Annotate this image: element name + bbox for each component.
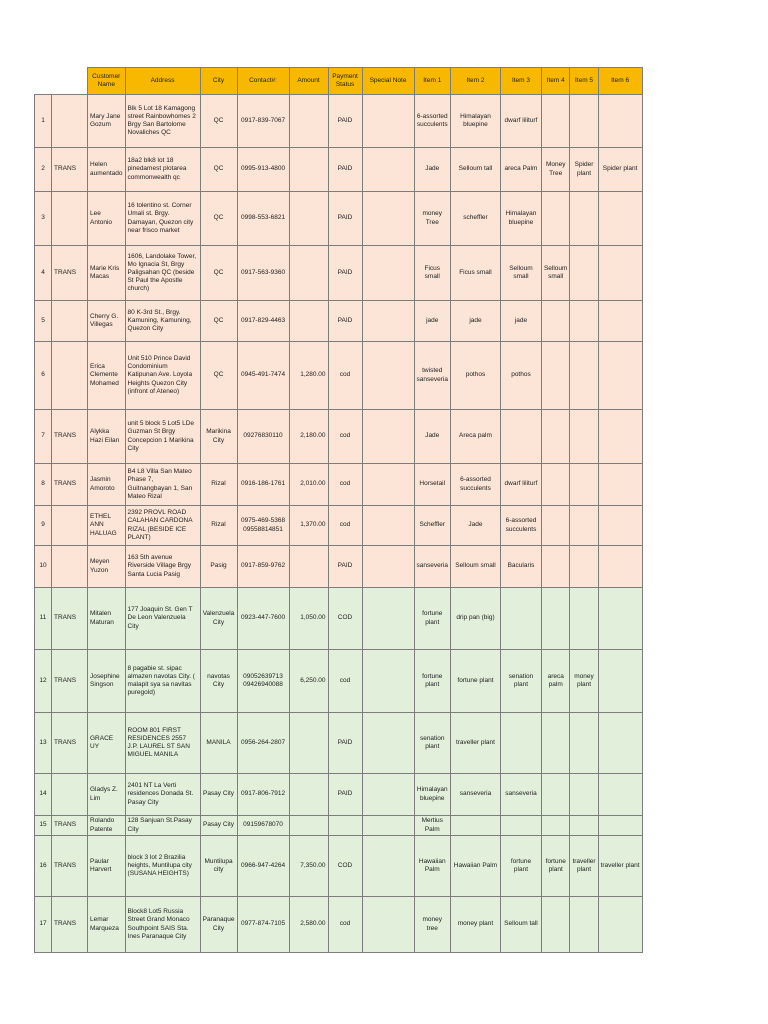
city-cell[interactable]: Muntilupa city — [200, 836, 237, 897]
special-note-cell[interactable] — [362, 464, 414, 506]
contact-cell[interactable]: 0975-469-5368 09558814851 — [237, 506, 289, 546]
orders-sheet — [34, 67, 643, 953]
contact-cell[interactable]: 0917-839-7067 — [237, 95, 289, 148]
address-cell[interactable]: unit 5 block 5 Lot5 LDe Guzman St Brgy Concepcion 1 Marikina City — [125, 410, 200, 464]
payment-status-cell[interactable]: PAID — [328, 546, 362, 588]
item-4-cell[interactable] — [541, 506, 569, 546]
item-5-cell[interactable] — [570, 897, 598, 953]
item-1-cell[interactable]: money Tree — [414, 192, 450, 246]
special-note-cell[interactable] — [362, 246, 414, 301]
item-3-cell[interactable]: fortune plant — [500, 836, 541, 897]
payment-status-cell[interactable]: PAID — [328, 301, 362, 342]
item-2-cell[interactable]: Jade — [450, 506, 500, 546]
item-3-cell[interactable] — [500, 588, 541, 650]
contact-cell[interactable]: 0956-264-2807 — [237, 713, 289, 774]
item-5-cell[interactable] — [570, 192, 598, 246]
city-cell[interactable]: Pasay City — [200, 774, 237, 816]
header-payment-status[interactable]: Payment Status — [328, 68, 362, 95]
transfer-tag[interactable]: TRANS — [52, 816, 88, 836]
row-number[interactable]: 1 — [35, 95, 52, 148]
table-row — [35, 148, 643, 192]
contact-cell[interactable]: 0917-859-9762 — [237, 546, 289, 588]
item-6-cell[interactable] — [598, 95, 642, 148]
payment-status-cell[interactable]: cod — [328, 410, 362, 464]
item-4-cell[interactable] — [541, 713, 569, 774]
table-row — [35, 836, 643, 897]
contact-cell[interactable]: 0917-806-7912 — [237, 774, 289, 816]
amount-cell[interactable] — [289, 192, 328, 246]
city-cell[interactable]: QC — [200, 342, 237, 410]
table-row — [35, 546, 643, 588]
amount-cell[interactable] — [289, 713, 328, 774]
special-note-cell[interactable] — [362, 713, 414, 774]
contact-cell[interactable]: 0916-186-1761 — [237, 464, 289, 506]
address-cell[interactable]: ROOM 801 FIRST RESIDENCES 2557 J.P. LAUREL ST SAN MIGUEL MANILA — [125, 713, 200, 774]
transfer-tag[interactable]: TRANS — [52, 836, 88, 897]
amount-cell[interactable] — [289, 546, 328, 588]
address-cell[interactable]: B4 L8 Villa San Mateo Phase 7, Guitnangbayan 1, San Mateo Rizal — [125, 464, 200, 506]
customer-name-cell[interactable]: Mitalen Maturan — [88, 588, 126, 650]
item-3-cell[interactable] — [500, 816, 541, 836]
item-3-cell[interactable]: dwarf liliturf — [500, 464, 541, 506]
city-cell[interactable]: Rizal — [200, 464, 237, 506]
address-cell[interactable]: block 3 lot 2 Brazilia heights, Muntilupa city (SUSANA HEIGHTS) — [125, 836, 200, 897]
item-6-cell[interactable] — [598, 713, 642, 774]
table-row — [35, 410, 643, 464]
contact-cell[interactable]: 0995-913-4800 — [237, 148, 289, 192]
payment-status-cell[interactable]: PAID — [328, 95, 362, 148]
item-1-cell[interactable]: Scheffler — [414, 506, 450, 546]
customer-name-cell[interactable]: ETHEL ANN HALUAG — [88, 506, 126, 546]
item-5-cell[interactable] — [570, 464, 598, 506]
item-5-cell[interactable] — [570, 816, 598, 836]
item-6-cell[interactable]: Spider plant — [598, 148, 642, 192]
header-contact[interactable]: Contact#: — [237, 68, 289, 95]
item-6-cell[interactable] — [598, 774, 642, 816]
item-4-cell[interactable] — [541, 192, 569, 246]
contact-cell[interactable]: 09276830110 — [237, 410, 289, 464]
header-item-6[interactable]: Item 6 — [598, 68, 642, 95]
payment-status-cell[interactable]: PAID — [328, 192, 362, 246]
transfer-tag[interactable]: TRANS — [52, 246, 88, 301]
transfer-tag[interactable] — [52, 546, 88, 588]
item-4-cell[interactable] — [541, 588, 569, 650]
header-city[interactable]: City — [200, 68, 237, 95]
item-1-cell[interactable]: jade — [414, 301, 450, 342]
city-cell[interactable]: navotas City — [200, 650, 237, 713]
special-note-cell[interactable] — [362, 546, 414, 588]
row-number[interactable]: 17 — [35, 897, 52, 953]
item-2-cell[interactable]: sanseveria — [450, 774, 500, 816]
transfer-tag[interactable] — [52, 506, 88, 546]
item-2-cell[interactable]: Himalayan bluepine — [450, 95, 500, 148]
payment-status-cell[interactable]: cod — [328, 650, 362, 713]
amount-cell[interactable] — [289, 816, 328, 836]
table-row — [35, 301, 643, 342]
customer-name-cell[interactable]: Rolando Patente — [88, 816, 126, 836]
city-cell[interactable]: Pasay City — [200, 816, 237, 836]
transfer-tag[interactable]: TRANS — [52, 897, 88, 953]
item-5-cell[interactable]: traveller plant — [570, 836, 598, 897]
transfer-tag[interactable] — [52, 342, 88, 410]
item-3-cell[interactable] — [500, 713, 541, 774]
amount-cell[interactable] — [289, 95, 328, 148]
special-note-cell[interactable] — [362, 410, 414, 464]
customer-name-cell[interactable]: Paular Harvert — [88, 836, 126, 897]
item-4-cell[interactable] — [541, 410, 569, 464]
header-item-2[interactable]: Item 2 — [450, 68, 500, 95]
payment-status-cell[interactable]: COD — [328, 588, 362, 650]
amount-cell[interactable] — [289, 774, 328, 816]
header-customer-name[interactable]: Customer Name — [88, 68, 126, 95]
item-1-cell[interactable]: fortune plant — [414, 588, 450, 650]
address-cell[interactable]: Unit 510 Prince David Condominium Katipunan Ave. Loyola Heights Quezon City (infront of Ateneo) — [125, 342, 200, 410]
address-cell[interactable]: 80 K-3rd St., Brgy. Kamuning, Kamuning, Quezon City — [125, 301, 200, 342]
item-6-cell[interactable] — [598, 816, 642, 836]
header-address[interactable]: Address — [125, 68, 200, 95]
item-3-cell[interactable]: areca Palm — [500, 148, 541, 192]
transfer-tag[interactable] — [52, 95, 88, 148]
address-cell[interactable]: 2401 NT La Verti residences Donada St. Pasay City — [125, 774, 200, 816]
item-2-cell[interactable]: Selloum small — [450, 546, 500, 588]
special-note-cell[interactable] — [362, 192, 414, 246]
special-note-cell[interactable] — [362, 148, 414, 192]
city-cell[interactable]: Marikina City — [200, 410, 237, 464]
table-row — [35, 464, 643, 506]
customer-name-cell[interactable]: Meyen Yuzon — [88, 546, 126, 588]
special-note-cell[interactable] — [362, 774, 414, 816]
table-row — [35, 246, 643, 301]
item-2-cell[interactable]: traveller plant — [450, 713, 500, 774]
table-row — [35, 816, 643, 836]
row-number[interactable]: 12 — [35, 650, 52, 713]
row-number[interactable]: 2 — [35, 148, 52, 192]
amount-cell[interactable]: 1,370.00 — [289, 506, 328, 546]
item-4-cell[interactable] — [541, 897, 569, 953]
item-1-cell[interactable]: 6-assorted succulents — [414, 95, 450, 148]
address-cell[interactable]: Blk 5 Lot 18 Kamagong street Rainbowhomes 2 Brgy San Bartolome Novaliches QC — [125, 95, 200, 148]
corner-blank — [35, 68, 52, 95]
transfer-tag[interactable] — [52, 192, 88, 246]
item-5-cell[interactable]: Spider plant — [570, 148, 598, 192]
row-number[interactable]: 3 — [35, 192, 52, 246]
item-5-cell[interactable] — [570, 95, 598, 148]
item-1-cell[interactable]: senation plant — [414, 713, 450, 774]
item-1-cell[interactable]: Jade — [414, 148, 450, 192]
header-item-5[interactable]: Item 5 — [570, 68, 598, 95]
transfer-tag[interactable] — [52, 301, 88, 342]
item-2-cell[interactable]: 6-assorted succulents — [450, 464, 500, 506]
item-1-cell[interactable]: Horsetail — [414, 464, 450, 506]
row-number[interactable]: 6 — [35, 342, 52, 410]
header-row — [35, 68, 643, 95]
special-note-cell[interactable] — [362, 95, 414, 148]
special-note-cell[interactable] — [362, 506, 414, 546]
header-item-3[interactable]: Item 3 — [500, 68, 541, 95]
amount-cell[interactable]: 1,280.00 — [289, 342, 328, 410]
item-2-cell[interactable]: pothos — [450, 342, 500, 410]
table-row — [35, 588, 643, 650]
address-cell[interactable]: 163 5th avenue Riverside Village Brgy Santa Lucia Pasig — [125, 546, 200, 588]
customer-name-cell[interactable]: Jasmin Amoroto — [88, 464, 126, 506]
corner-blank — [52, 68, 88, 95]
special-note-cell[interactable] — [362, 897, 414, 953]
amount-cell[interactable]: 1,050.00 — [289, 588, 328, 650]
row-number[interactable]: 14 — [35, 774, 52, 816]
payment-status-cell[interactable]: cod — [328, 464, 362, 506]
city-cell[interactable]: MANILA — [200, 713, 237, 774]
amount-cell[interactable]: 7,350.00 — [289, 836, 328, 897]
address-cell[interactable]: 177 Joaquin St. Gen T De Leon Valenzuela City — [125, 588, 200, 650]
item-3-cell[interactable]: 6-assorted succulents — [500, 506, 541, 546]
item-4-cell[interactable] — [541, 342, 569, 410]
item-3-cell[interactable] — [500, 410, 541, 464]
item-5-cell[interactable] — [570, 342, 598, 410]
item-1-cell[interactable]: Himalayan bluepine — [414, 774, 450, 816]
address-cell[interactable]: 1606, Landolake Tower, Mo Ignacia St, Brgy Paligsahan QC (beside St Paul the Apostle church) — [125, 246, 200, 301]
customer-name-cell[interactable]: Mary Jane Gozum — [88, 95, 126, 148]
transfer-tag[interactable] — [52, 774, 88, 816]
item-5-cell[interactable] — [570, 588, 598, 650]
item-5-cell[interactable] — [570, 301, 598, 342]
special-note-cell[interactable] — [362, 301, 414, 342]
row-number[interactable]: 13 — [35, 713, 52, 774]
item-4-cell[interactable]: Selloum small — [541, 246, 569, 301]
special-note-cell[interactable] — [362, 588, 414, 650]
amount-cell[interactable] — [289, 148, 328, 192]
item-6-cell[interactable] — [598, 301, 642, 342]
special-note-cell[interactable] — [362, 342, 414, 410]
customer-name-cell[interactable]: Helen aumentado — [88, 148, 126, 192]
contact-cell[interactable]: 0998-553-6821 — [237, 192, 289, 246]
item-6-cell[interactable]: traveller plant — [598, 836, 642, 897]
city-cell[interactable]: Rizal — [200, 506, 237, 546]
contact-cell[interactable]: 0966-947-4264 — [237, 836, 289, 897]
row-number[interactable]: 5 — [35, 301, 52, 342]
table-row — [35, 192, 643, 246]
payment-status-cell[interactable]: PAID — [328, 713, 362, 774]
transfer-tag[interactable]: TRANS — [52, 464, 88, 506]
item-4-cell[interactable]: areca palm — [541, 650, 569, 713]
item-2-cell[interactable]: scheffler — [450, 192, 500, 246]
row-number[interactable]: 4 — [35, 246, 52, 301]
contact-cell[interactable]: 0945-491-7474 — [237, 342, 289, 410]
transfer-tag[interactable]: TRANS — [52, 410, 88, 464]
contact-cell[interactable]: 0917-563-9360 — [237, 246, 289, 301]
row-number[interactable]: 11 — [35, 588, 52, 650]
customer-name-cell[interactable]: Cherry G. Villegas — [88, 301, 126, 342]
payment-status-cell[interactable]: PAID — [328, 246, 362, 301]
payment-status-cell[interactable]: cod — [328, 897, 362, 953]
customer-name-cell[interactable]: Gladys Z. Lim — [88, 774, 126, 816]
item-4-cell[interactable] — [541, 774, 569, 816]
payment-status-cell[interactable] — [328, 816, 362, 836]
contact-cell[interactable]: 0923-447-7600 — [237, 588, 289, 650]
special-note-cell[interactable] — [362, 836, 414, 897]
address-cell[interactable]: 8 pagabie st. sipac almazen navotas City. ( malapit sya sa navitas puregold) — [125, 650, 200, 713]
item-5-cell[interactable] — [570, 410, 598, 464]
item-2-cell[interactable]: money plant — [450, 897, 500, 953]
customer-name-cell[interactable]: Erica Clemente Mohamed — [88, 342, 126, 410]
table-row — [35, 506, 643, 546]
row-number[interactable]: 9 — [35, 506, 52, 546]
item-1-cell[interactable]: Ficus small — [414, 246, 450, 301]
city-cell[interactable]: QC — [200, 301, 237, 342]
item-6-cell[interactable] — [598, 897, 642, 953]
item-4-cell[interactable]: Money Tree — [541, 148, 569, 192]
customer-name-cell[interactable]: Alykka Hazi Eilan — [88, 410, 126, 464]
item-1-cell[interactable]: twisted sanseveria — [414, 342, 450, 410]
amount-cell[interactable]: 6,250.00 — [289, 650, 328, 713]
item-5-cell[interactable] — [570, 774, 598, 816]
contact-cell[interactable]: 09159678070 — [237, 816, 289, 836]
item-6-cell[interactable] — [598, 546, 642, 588]
amount-cell[interactable]: 2,010.00 — [289, 464, 328, 506]
row-number[interactable]: 10 — [35, 546, 52, 588]
item-3-cell[interactable]: pothos — [500, 342, 541, 410]
item-1-cell[interactable]: fortune plant — [414, 650, 450, 713]
city-cell[interactable]: Valenzuela City — [200, 588, 237, 650]
item-4-cell[interactable] — [541, 301, 569, 342]
item-2-cell[interactable]: Hawaiian Palm — [450, 836, 500, 897]
item-3-cell[interactable]: jade — [500, 301, 541, 342]
contact-cell[interactable]: 0977-874-7105 — [237, 897, 289, 953]
item-3-cell[interactable]: dwarf liliturf — [500, 95, 541, 148]
customer-name-cell[interactable]: Josephine Singson — [88, 650, 126, 713]
item-5-cell[interactable] — [570, 546, 598, 588]
special-note-cell[interactable] — [362, 816, 414, 836]
item-3-cell[interactable]: Himalayan bluepine — [500, 192, 541, 246]
item-6-cell[interactable] — [598, 588, 642, 650]
address-cell[interactable]: 16 tolentino st. Corner Umali st. Brgy. Damayan, Quezon city near frisco market — [125, 192, 200, 246]
city-cell[interactable]: QC — [200, 192, 237, 246]
item-1-cell[interactable]: Hawaiian Palm — [414, 836, 450, 897]
city-cell[interactable]: Pasig — [200, 546, 237, 588]
item-4-cell[interactable]: fortune plant — [541, 836, 569, 897]
item-1-cell[interactable]: Jade — [414, 410, 450, 464]
payment-status-cell[interactable]: PAID — [328, 148, 362, 192]
header-amount[interactable]: Amount — [289, 68, 328, 95]
payment-status-cell[interactable]: cod — [328, 506, 362, 546]
amount-cell[interactable] — [289, 301, 328, 342]
table-row — [35, 713, 643, 774]
item-6-cell[interactable] — [598, 506, 642, 546]
item-2-cell[interactable]: jade — [450, 301, 500, 342]
item-2-cell[interactable]: Selloum tall — [450, 148, 500, 192]
customer-name-cell[interactable]: Marie Kris Macas — [88, 246, 126, 301]
amount-cell[interactable]: 2,180.00 — [289, 410, 328, 464]
special-note-cell[interactable] — [362, 650, 414, 713]
customer-name-cell[interactable]: Lee Antonio — [88, 192, 126, 246]
address-cell[interactable]: 18a2 blk8 lot 18 pinedamest plotarea commonwealth qc — [125, 148, 200, 192]
item-3-cell[interactable]: sanseveria — [500, 774, 541, 816]
item-3-cell[interactable]: senation plant — [500, 650, 541, 713]
item-6-cell[interactable] — [598, 192, 642, 246]
contact-cell[interactable]: 09052639713 09426940088 — [237, 650, 289, 713]
payment-status-cell[interactable]: COD — [328, 836, 362, 897]
item-1-cell[interactable]: money tree — [414, 897, 450, 953]
city-cell[interactable]: QC — [200, 95, 237, 148]
item-5-cell[interactable] — [570, 246, 598, 301]
item-2-cell[interactable]: Areca palm — [450, 410, 500, 464]
table-row — [35, 95, 643, 148]
item-4-cell[interactable] — [541, 546, 569, 588]
item-6-cell[interactable] — [598, 342, 642, 410]
address-cell[interactable]: Block8 Lot5 Russia Street Grand Monaco Southpoint SAIS Sta. Ines Paranaque City — [125, 897, 200, 953]
item-3-cell[interactable]: Selloum small — [500, 246, 541, 301]
item-5-cell[interactable] — [570, 713, 598, 774]
item-2-cell[interactable]: drip pan (big) — [450, 588, 500, 650]
item-4-cell[interactable] — [541, 95, 569, 148]
transfer-tag[interactable]: TRANS — [52, 148, 88, 192]
item-2-cell[interactable]: fortune plant — [450, 650, 500, 713]
item-3-cell[interactable]: Selloum tall — [500, 897, 541, 953]
item-1-cell[interactable]: Mertius Palm — [414, 816, 450, 836]
header-item-1[interactable]: Item 1 — [414, 68, 450, 95]
table-row — [35, 897, 643, 953]
item-6-cell[interactable] — [598, 650, 642, 713]
contact-cell[interactable]: 0917-829-4463 — [237, 301, 289, 342]
table-row — [35, 650, 643, 713]
address-cell[interactable]: 128 Sanjuan St.Pasay City — [125, 816, 200, 836]
customer-name-cell[interactable]: GRACE UY — [88, 713, 126, 774]
item-4-cell[interactable] — [541, 816, 569, 836]
item-3-cell[interactable]: Bacularis — [500, 546, 541, 588]
payment-status-cell[interactable]: PAID — [328, 774, 362, 816]
item-2-cell[interactable] — [450, 816, 500, 836]
header-item-4[interactable]: Item 4 — [541, 68, 569, 95]
header-special-note[interactable]: Special Note — [362, 68, 414, 95]
row-number[interactable]: 8 — [35, 464, 52, 506]
transfer-tag[interactable]: TRANS — [52, 650, 88, 713]
item-2-cell[interactable]: Ficus small — [450, 246, 500, 301]
city-cell[interactable]: QC — [200, 148, 237, 192]
item-4-cell[interactable] — [541, 464, 569, 506]
item-6-cell[interactable] — [598, 464, 642, 506]
item-1-cell[interactable]: sanseveria — [414, 546, 450, 588]
item-5-cell[interactable]: money plant — [570, 650, 598, 713]
row-number[interactable]: 7 — [35, 410, 52, 464]
table-row — [35, 774, 643, 816]
row-number[interactable]: 16 — [35, 836, 52, 897]
amount-cell[interactable]: 2,580.00 — [289, 897, 328, 953]
item-5-cell[interactable] — [570, 506, 598, 546]
row-number[interactable]: 15 — [35, 816, 52, 836]
item-6-cell[interactable] — [598, 410, 642, 464]
transfer-tag[interactable]: TRANS — [52, 713, 88, 774]
city-cell[interactable]: QC — [200, 246, 237, 301]
customer-name-cell[interactable]: Lemar Marqueza — [88, 897, 126, 953]
table-row — [35, 342, 643, 410]
item-6-cell[interactable] — [598, 246, 642, 301]
address-cell[interactable]: 2392 PROVL ROAD CALAHAN CARDONA RIZAL (BESIDE ICE PLANT) — [125, 506, 200, 546]
transfer-tag[interactable]: TRANS — [52, 588, 88, 650]
amount-cell[interactable] — [289, 246, 328, 301]
payment-status-cell[interactable]: cod — [328, 342, 362, 410]
city-cell[interactable]: Paranaque City — [200, 897, 237, 953]
